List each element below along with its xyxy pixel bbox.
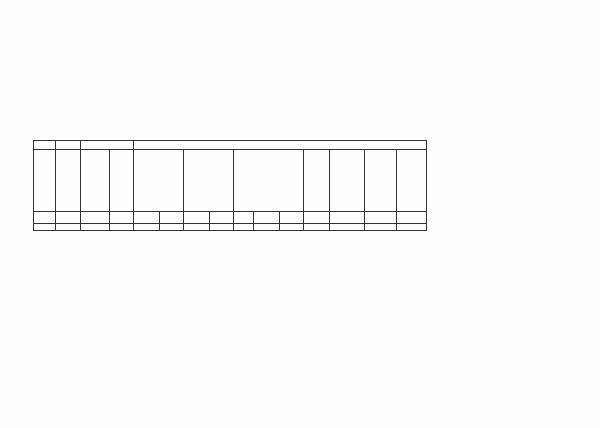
unit-ed <box>34 224 56 231</box>
units-row <box>34 224 427 231</box>
col-header-formula-mes <box>330 212 365 224</box>
col-header-kolvo-1 <box>134 212 160 224</box>
col-header-kolonka <box>34 212 56 224</box>
unit-tys-5 <box>365 224 397 231</box>
unit-ed-2 <box>56 224 81 231</box>
col-header-pedmasterstvo <box>234 150 304 212</box>
col-header-summa-3 <box>210 212 234 224</box>
col-header-summa-4 <box>254 212 280 224</box>
salary-table <box>33 140 427 231</box>
col-header-vsego <box>56 141 81 150</box>
col-header-itogo-mes <box>330 150 365 212</box>
col-header-kolvo-2 <box>184 212 210 224</box>
col-header-itogo-god <box>365 150 397 212</box>
col-header-summa <box>110 212 134 224</box>
header-row-3 <box>34 212 427 224</box>
col-header-do10 <box>110 150 134 212</box>
col-header-left <box>34 141 56 150</box>
col-header-uchitelyam <box>134 150 184 212</box>
unit-tys-3 <box>304 224 330 231</box>
unit-tys-1 <box>81 224 110 231</box>
col-header-formula-god <box>365 212 397 224</box>
col-header-kvalifikatsiya <box>184 150 234 212</box>
col-header-summa-doplat <box>304 150 330 212</box>
doplaty-title <box>134 141 427 150</box>
unit-tys-2 <box>110 224 134 231</box>
unit-tys-4 <box>330 224 365 231</box>
col-header-gr23 <box>34 150 56 212</box>
header-row-1 <box>34 141 427 150</box>
col-header-kolvo-3 <box>234 212 254 224</box>
col-header-gr3 <box>56 150 81 212</box>
header-row-2 <box>34 150 427 212</box>
col-header-summa-2 <box>160 212 184 224</box>
col-header-normativnye <box>81 150 110 212</box>
col-header-gr11 <box>56 212 81 224</box>
